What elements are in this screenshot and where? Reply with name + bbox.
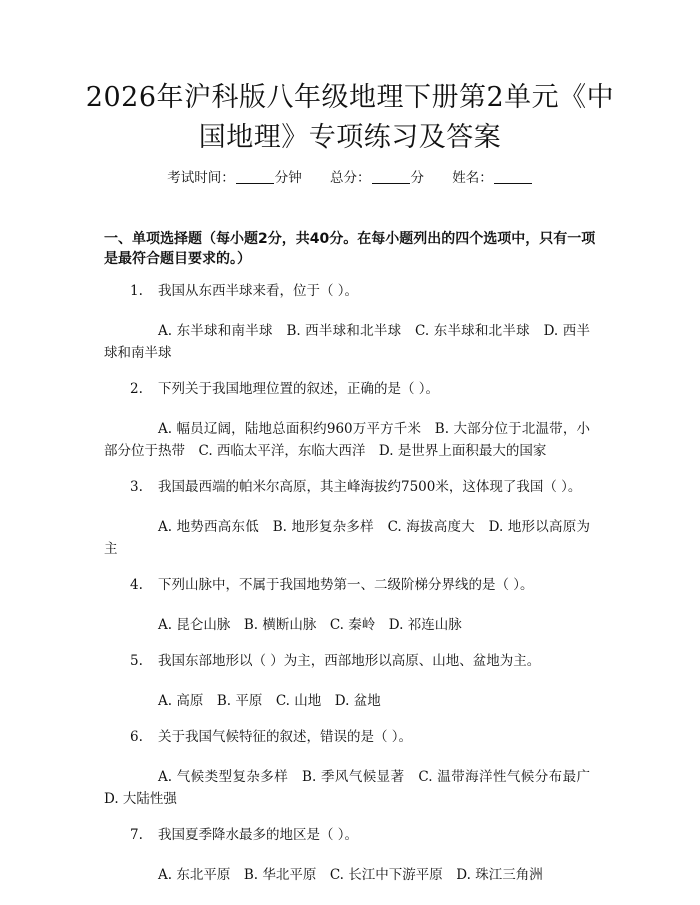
question-number: 4. [130, 577, 143, 593]
question-stem [104, 651, 590, 671]
question-item [104, 477, 590, 575]
question-text: 下列山脉中，不属于我国地势第一、二级阶梯分界线的是（ ）。 [158, 577, 534, 593]
name-label: 姓名： [452, 170, 493, 186]
question-options: A. 东半球和南半球 B. 西半球和北半球 C. 东半球和北半球 D. 西半球和南半球 [104, 323, 590, 361]
question-item [104, 825, 590, 886]
exam-time-blank [236, 169, 274, 184]
question-item [104, 281, 590, 379]
question-list [104, 281, 604, 886]
question-options: A. 高原 B. 平原 C. 山地 D. 盆地 [158, 693, 381, 709]
question-item [104, 575, 590, 651]
exam-info-line [0, 168, 700, 188]
question-number: 7. [130, 827, 143, 843]
question-text: 我国最西端的帕米尔高原，其主峰海拔约7500米，这体现了我国（ ）。 [158, 479, 582, 495]
question-item [104, 651, 590, 727]
question-stem [104, 477, 590, 497]
exam-time-label: 考试时间： [167, 170, 235, 186]
total-score-field [330, 170, 428, 186]
question-number: 3. [130, 479, 143, 495]
question-options: A. 气候类型复杂多样 B. 季风气候显著 C. 温带海洋性气候分布最广 D. 大陆性强 [104, 769, 604, 807]
question-options: A. 地势西高东低 B. 地形复杂多样 C. 海拔高度大 D. 地形以高原为主 [104, 519, 590, 557]
question-stem [104, 281, 590, 301]
question-options: A. 幅员辽阔，陆地总面积约960万平方千米 B. 大部分位于北温带，小部分位于热带 C. 西临太平洋，东临大西洋 D. 是世界上面积最大的国家 [104, 421, 590, 459]
question-item [104, 727, 604, 825]
question-text: 我国夏季降水最多的地区是（ ）。 [158, 827, 359, 843]
question-text: 关于我国气候特征的叙述，错误的是（ ）。 [158, 729, 413, 745]
question-number: 6. [130, 729, 143, 745]
question-number: 5. [130, 653, 143, 669]
section-heading: 一、单项选择题（每小题2分，共40分。在每小题列出的四个选项中，只有一项是最符合题目要求的。） [104, 231, 596, 267]
name-blank [494, 169, 532, 184]
question-stem [104, 379, 590, 399]
question-stem [104, 727, 590, 747]
total-score-label: 总分： [330, 170, 371, 186]
title-line-2: 国地理》专项练习及答案 [198, 122, 502, 153]
total-score-blank [372, 169, 410, 184]
question-text: 我国东部地形以（ ）为主，西部地形以高原、山地、盆地为主。 [158, 653, 541, 669]
question-number: 2. [130, 381, 143, 397]
question-options: A. 昆仑山脉 B. 横断山脉 C. 秦岭 D. 祁连山脉 [158, 617, 462, 633]
exam-time-field [167, 170, 306, 186]
question-number: 1. [130, 283, 143, 299]
title-line-1: 2026年沪科版八年级地理下册第2单元《中 [85, 82, 615, 113]
name-field [452, 170, 533, 186]
question-text: 我国从东西半球来看，位于（ ）。 [158, 283, 359, 299]
question-stem [104, 825, 590, 845]
question-stem [104, 575, 590, 595]
question-text: 下列关于我国地理位置的叙述，正确的是（ ）。 [158, 381, 440, 397]
document-title [60, 78, 640, 158]
question-options: A. 东北平原 B. 华北平原 C. 长江中下游平原 D. 珠江三角洲 [158, 867, 543, 883]
total-score-unit: 分 [410, 170, 424, 186]
question-item [104, 379, 590, 477]
exam-time-unit: 分钟 [274, 170, 302, 186]
